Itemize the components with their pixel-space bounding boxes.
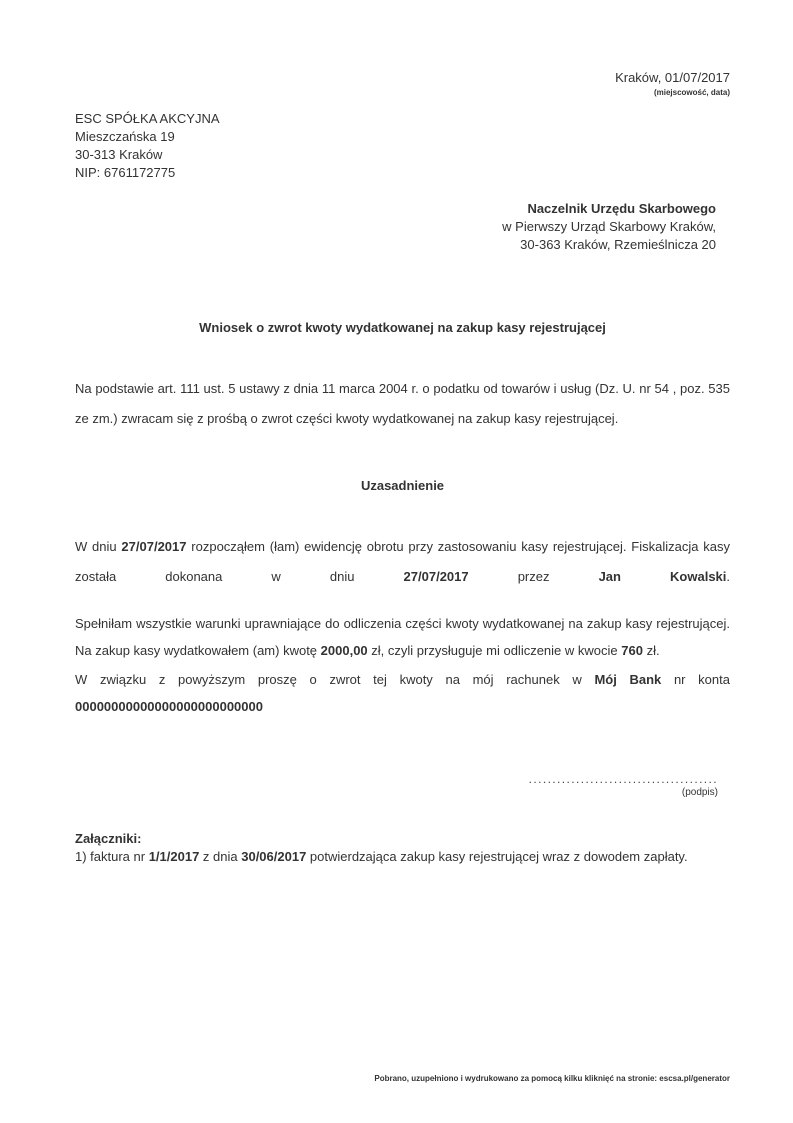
paragraph-text: rozpocząłem (łam) ewidencję obrotu przy zastosowaniu kasy rejestrującej. Fiskalizacja kasy została dokonana w dniu: [75, 539, 730, 584]
purchase-amount: 2000,00: [320, 643, 368, 658]
sender-city: 30-313 Kraków: [75, 147, 163, 162]
conditions-paragraph: [75, 610, 730, 664]
signature-caption: (podpis): [681, 787, 718, 798]
deduction-amount: 760: [621, 643, 643, 658]
justification-heading: Uzasadnienie: [360, 478, 445, 493]
paragraph-text: zł.: [642, 643, 660, 658]
recipient-office-line: w Pierwszy Urząd Skarbowy Kraków,: [502, 219, 716, 234]
evidence-start-date: 27/07/2017: [121, 539, 187, 554]
recipient-name: Naczelnik Urzędu Skarbowego: [527, 201, 716, 216]
paragraph-text: 1) faktura nr: [75, 849, 149, 864]
sender-nip: NIP: 6761172775: [75, 165, 176, 180]
place-date-caption: (miejscowość, data): [653, 88, 730, 97]
refund-request-paragraph: [75, 666, 730, 720]
dateline-block: [75, 70, 730, 98]
paragraph-text: zł, czyli przysługuje mi odliczenie w kwocie: [367, 643, 622, 658]
sender-street: Mieszczańska 19: [75, 129, 175, 144]
attachments-heading: Załączniki:: [75, 831, 142, 846]
attachments-section: [75, 830, 730, 866]
fiscalization-paragraph: [75, 532, 730, 592]
fiscalization-date: 27/07/2017: [403, 569, 469, 584]
paragraph-text: potwierdzająca zakup kasy rejestrującej wraz z dowodem zapłaty.: [306, 849, 688, 864]
invoice-number: 1/1/2017: [148, 849, 200, 864]
footer-note: Pobrano, uzupełniono i wydrukowano za pomocą kilku kliknięć na stronie: escsa.pl/generator: [374, 1074, 730, 1083]
paragraph-text: W dniu: [75, 539, 122, 554]
document-title: Wniosek o zwrot kwoty wydatkowanej na zakup kasy rejestrującej: [199, 320, 606, 335]
sender-address-block: [75, 110, 730, 182]
paragraph-text: nr konta: [661, 672, 730, 687]
attachment-item: [75, 848, 730, 866]
legal-basis-paragraph: Na podstawie art. 111 ust. 5 ustawy z dnia 11 marca 2004 r. o podatku od towarów i usług (Dz. U. nr 54 , poz. 535 ze zm.) zwracam się z prośbą o zwrot części kwoty wydatkowanej na zakup kasy rejestrującej.: [75, 381, 730, 426]
signature-line: ........................................: [528, 772, 718, 786]
recipient-address-block: [75, 200, 716, 254]
invoice-date: 30/06/2017: [241, 849, 307, 864]
paragraph-text: przez: [468, 569, 599, 584]
fiscalization-person-name: Jan Kowalski: [598, 569, 727, 584]
bank-name: Mój Bank: [594, 672, 662, 687]
signature-block: [75, 772, 718, 800]
paragraph-text: W związku z powyższym proszę o zwrot tej kwoty na mój rachunek w: [75, 672, 595, 687]
sender-name: ESC SPÓŁKA AKCYJNA: [75, 111, 220, 126]
document-content: [0, 70, 793, 866]
place-and-date: Kraków, 01/07/2017: [615, 70, 730, 85]
recipient-address-line: 30-363 Kraków, Rzemieślnicza 20: [520, 237, 716, 252]
paragraph-text: .: [726, 569, 731, 584]
paragraph-text: Spełniłam wszystkie warunki uprawniające do odliczenia części kwoty wydatkowanej na zakup kasy rejestrującej. Na zakup kasy wydatkowałem (am) kwotę: [75, 616, 730, 658]
paragraph-text: z dnia: [199, 849, 242, 864]
bank-account-number: 00000000000000000000000000: [75, 699, 263, 714]
